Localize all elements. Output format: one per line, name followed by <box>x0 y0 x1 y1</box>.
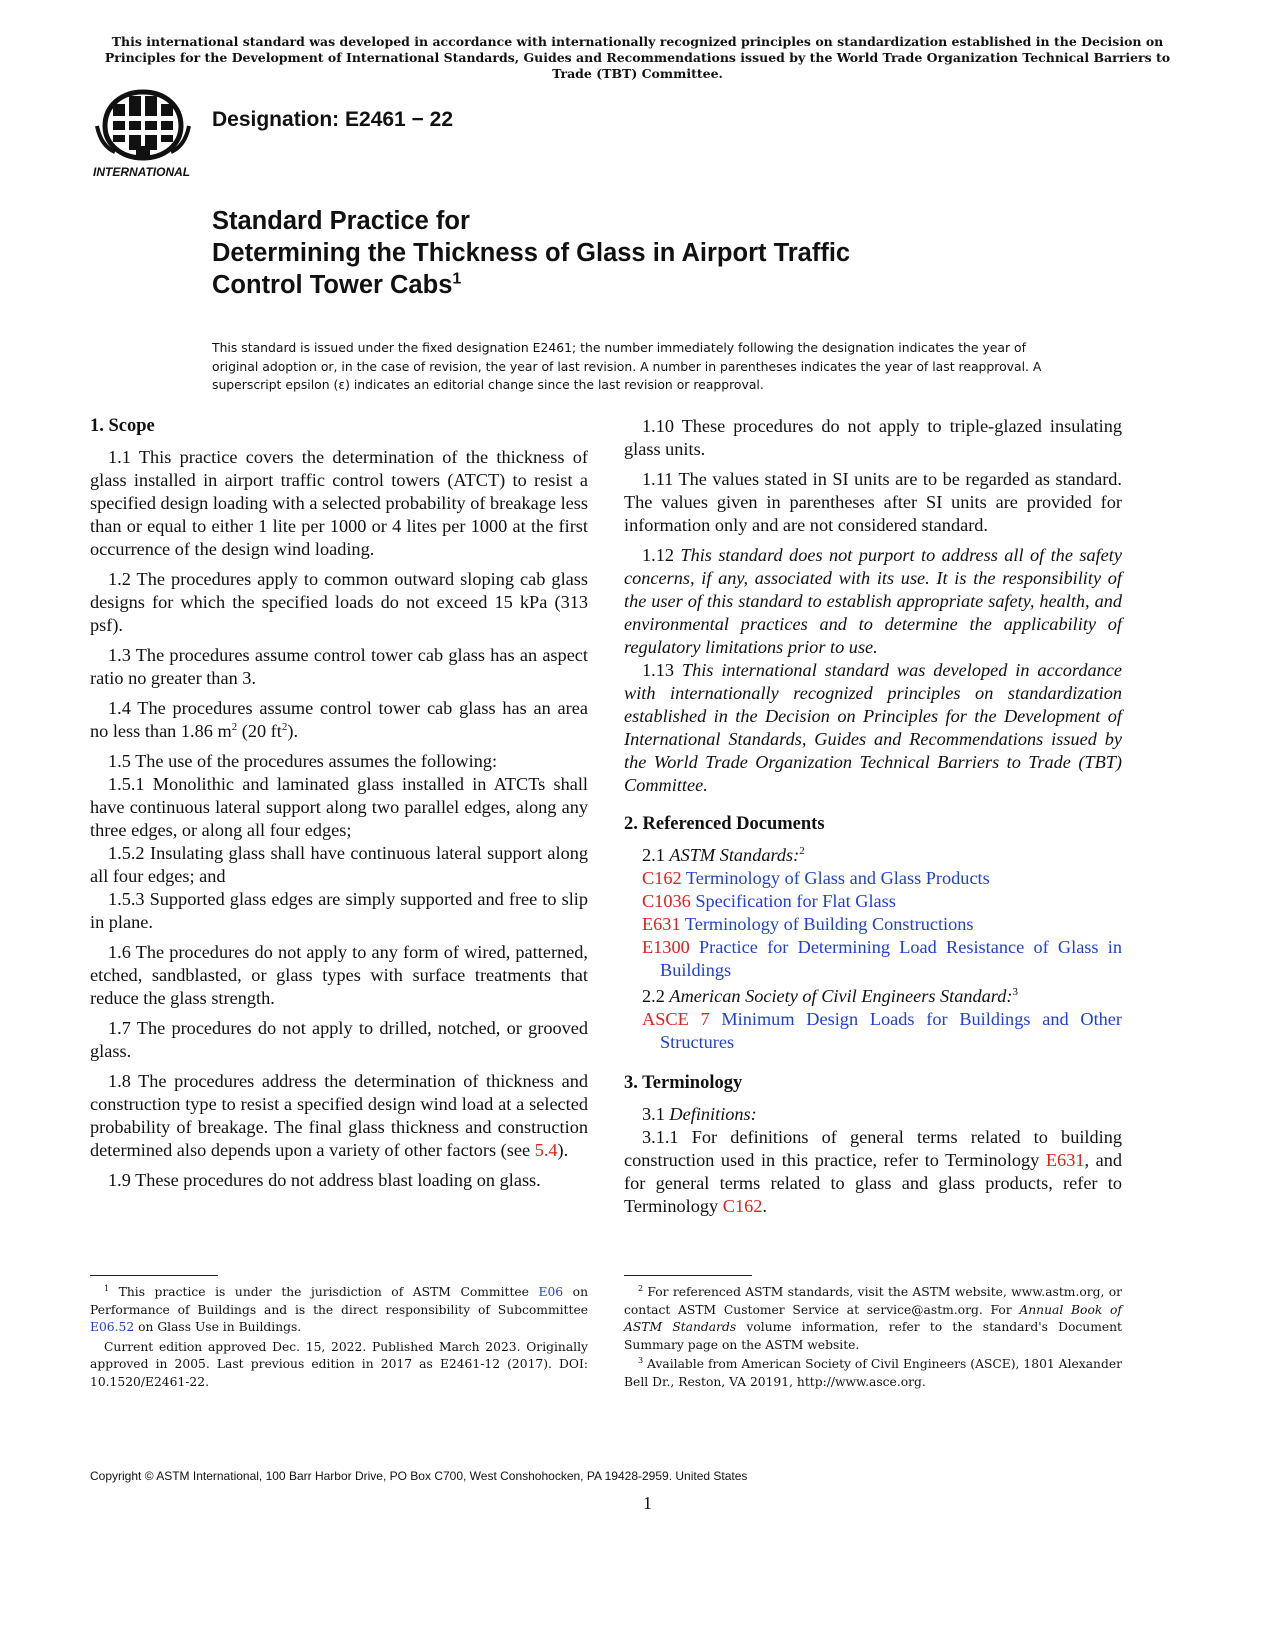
page-number: 1 <box>643 1493 652 1513</box>
para-1-3: 1.3 The procedures assume control tower cab glass has an aspect ratio no greater than 3. <box>90 645 588 688</box>
designation: Designation: E2461 − 22 <box>212 108 454 131</box>
asce-reference-list <box>624 1008 1122 1054</box>
footnote-2-italic: Annual Book of ASTM Standards <box>624 1302 1122 1334</box>
para-3-1-text: Definitions: <box>669 1104 757 1124</box>
para-1-2: 1.2 The procedures apply to common outward sloping cab glass designs for which the specified loads do not exceed 15 kPa (313 psf). <box>90 569 588 635</box>
reference-title[interactable]: Minimum Design Loads for Buildings and Other Structures <box>660 1009 1122 1052</box>
reference-code[interactable]: C1036 <box>642 891 691 911</box>
para-1-8-text: ). <box>557 1140 569 1160</box>
para-1-12-text: This standard does not purport to address all of the safety concerns, if any, associated with its use. It is the responsibility of the user of this standard to establish appropriate safety, health, and environmental practices and to determine the applicability of regulatory limitations prior to use. <box>624 545 1122 657</box>
para-1-1: 1.1 This practice covers the determination of the thickness of glass installed in airport traffic control towers (ATCT) to resist a specified design loading with a selected probability of breakage less than or equal to either 1 lite per 1000 or 4 lites per 1000 at the first occurrence of the design wind loading. <box>90 447 589 559</box>
link-c162[interactable]: C162 <box>722 1196 763 1216</box>
reference-item[interactable] <box>642 867 1122 890</box>
para-1-13-num: 1.13 <box>642 660 682 680</box>
reference-code[interactable]: E1300 <box>642 937 690 957</box>
reference-code[interactable]: ASCE 7 <box>642 1009 710 1029</box>
footnote-1-text: This practice is under the jurisdiction of ASTM Committee <box>109 1285 539 1299</box>
footnote-mark: 2 <box>799 844 805 857</box>
para-2-2-num: 2.2 <box>642 986 670 1006</box>
para-1-9: 1.9 These procedures do not address blast loading on glass. <box>108 1170 541 1190</box>
para-2-1 <box>624 844 1122 867</box>
para-1-12-num: 1.12 <box>642 545 681 565</box>
title-line-2: Determining the Thickness of Glass in Airport Traffic <box>212 239 851 267</box>
astm-international-logo <box>93 86 193 178</box>
copyright: Copyright © ASTM International, 100 Barr Harbor Drive, PO Box C700, West Conshohocken, PA 19428-2959. United States <box>90 1469 748 1483</box>
reference-code[interactable]: E631 <box>642 914 681 934</box>
para-3-1 <box>624 1103 1122 1126</box>
para-1-4-sup: 2 <box>231 720 238 733</box>
para-1-4-text: (20 ft <box>237 721 282 741</box>
reference-item[interactable] <box>642 890 1122 913</box>
reference-item[interactable] <box>642 913 1122 936</box>
para-2-1-num: 2.1 <box>642 845 670 865</box>
reference-title[interactable]: Terminology of Glass and Glass Products <box>681 868 990 888</box>
reference-title[interactable]: Specification for Flat Glass <box>690 891 896 911</box>
link-committee-e06[interactable]: E06 <box>538 1285 564 1299</box>
para-1-13 <box>624 659 1122 797</box>
para-1-5-1: 1.5.1 Monolithic and laminated glass installed in ATCTs shall have continuous lateral support along two parallel edges, along any three edges, or along all four edges; <box>90 774 588 840</box>
para-2-2-text: American Society of Civil Engineers Standard: <box>669 986 1013 1006</box>
footnotes-left <box>90 1284 588 1393</box>
right-column <box>624 415 1122 1225</box>
astm-logo-mark <box>97 92 189 158</box>
para-1-6: 1.6 The procedures do not apply to any form of wired, patterned, etched, sandblasted, or glass types with surface treatments that reduce the glass strength. <box>90 942 588 1008</box>
para-1-13-text: This international standard was developed in accordance with internationally recognized principles on standardization established in the Decision on Principles for the Development of International Standards, Guides and Recommendations issued by the World Trade Organization Technical Barriers to Trade (TBT) Committee. <box>624 660 1122 795</box>
reference-title[interactable]: Terminology of Building Constructions <box>680 914 974 934</box>
para-1-4-sup: 2 <box>281 720 288 733</box>
footnote-mark: 3 <box>1012 985 1018 998</box>
para-1-5-2: 1.5.2 Insulating glass shall have continuous lateral support along all four edges; and <box>90 843 588 886</box>
footnote-3 <box>624 1356 1122 1391</box>
astm-reference-list <box>624 867 1122 982</box>
para-1-11: 1.11 The values stated in SI units are to be regarded as standard. The values given in parentheses after SI units are provided for information only and are not considered standard. <box>624 469 1122 535</box>
footnote-mark: 1 <box>104 1283 110 1293</box>
para-3-1-1 <box>624 1126 1122 1218</box>
footnote-1-text: on Glass Use in Buildings. <box>134 1320 302 1334</box>
reference-title[interactable]: Practice for Determining Load Resistance of Glass in Buildings <box>660 937 1122 980</box>
para-1-4 <box>90 697 588 743</box>
para-2-2 <box>624 985 1122 1008</box>
reference-item[interactable] <box>642 1008 1122 1054</box>
footnote-3-text: Available from American Society of Civil Engineers (ASCE), 1801 Alexander Bell Dr., Reston, VA 20191, http://www.asce.org. <box>624 1357 1122 1389</box>
link-subcommittee-e06-52[interactable]: E06.52 <box>90 1320 135 1334</box>
title-footnote-mark: 1 <box>452 270 462 288</box>
footnote-1-text: on Performance of Buildings and is the direct responsibility of Subcommittee <box>90 1285 588 1317</box>
footnote-rule-right <box>624 1275 752 1276</box>
para-1-10: 1.10 These procedures do not apply to triple-glazed insulating glass units. <box>624 416 1122 459</box>
title-line-1: Standard Practice for <box>212 207 470 235</box>
para-3-1-1-text: 3.1.1 For definitions of general terms related to building construction used in this practice, refer to Terminology <box>624 1127 1122 1170</box>
footnote-2 <box>624 1284 1122 1354</box>
wto-notice: This international standard was developed in accordance with internationally recognized principles on standardization established in the Decision on Principles for the Development of International Standards, Guides and Recommendations issued by the World Trade Organization Technical Barriers to Trade (TBT) Committee. <box>104 34 1171 81</box>
footnote-mark: 2 <box>638 1283 644 1293</box>
section-heading-terminology: 3. Terminology <box>624 1073 743 1093</box>
para-1-4-text: ). <box>287 721 299 741</box>
link-e631[interactable]: E631 <box>1045 1150 1085 1170</box>
issued-note: This standard is issued under the fixed designation E2461; the number immediately following the designation indicates the year of original adoption or, in the case of revision, the year of last revision. A number in parentheses indicates the year of last reapproval. A superscript epsilon (ε) indicates an editorial change since the last revision or reapproval. <box>212 340 1042 392</box>
para-3-1-1-text: , and for general terms related to glass and glass products, refer to Terminology <box>624 1150 1122 1216</box>
para-2-1-text: ASTM Standards: <box>669 845 800 865</box>
footnote-1-edition: Current edition approved Dec. 15, 2022. Published March 2023. Originally approved in 2005. Last previous edition in 2017 as E2461-12 (2017). DOI: 10.1520/E2461-22. <box>90 1339 588 1389</box>
para-3-1-1-text: . <box>762 1196 767 1216</box>
logo-text: INTERNATIONAL <box>93 165 191 178</box>
footnote-mark: 3 <box>638 1355 644 1365</box>
footnote-rule-left <box>90 1275 218 1276</box>
para-1-8-text: 1.8 The procedures address the determination of thickness and construction type to resist a specified design wind load at a selected probability of breakage. The final glass thickness and construction determined also depends upon a variety of other factors (see <box>90 1071 588 1160</box>
reference-item[interactable] <box>642 936 1122 982</box>
para-1-5-3: 1.5.3 Supported glass edges are simply supported and free to slip in plane. <box>90 889 588 932</box>
para-1-5: 1.5 The use of the procedures assumes the following: <box>108 751 498 771</box>
left-column <box>90 415 588 1199</box>
para-1-7: 1.7 The procedures do not apply to drilled, notched, or grooved glass. <box>90 1018 588 1061</box>
para-1-8 <box>90 1070 588 1162</box>
footnote-2-text: volume information, refer to the standard's Document Summary page on the ASTM website. <box>624 1320 1122 1352</box>
title-line-3 <box>212 269 1012 301</box>
document-title <box>212 205 1012 301</box>
title-line-3-text: Control Tower Cabs <box>212 271 453 299</box>
section-heading-scope: 1. Scope <box>90 416 155 436</box>
para-1-4-text: 1.4 The procedures assume control tower cab glass has an area no less than 1.86 m <box>90 698 588 741</box>
footnote-1 <box>90 1284 588 1337</box>
reference-code[interactable]: C162 <box>642 868 682 888</box>
section-heading-referenced-documents: 2. Referenced Documents <box>624 814 825 834</box>
para-3-1-num: 3.1 <box>642 1104 670 1124</box>
footnotes-right <box>624 1284 1122 1393</box>
para-1-12 <box>624 544 1122 659</box>
link-section-5-4[interactable]: 5.4 <box>534 1140 558 1160</box>
footnote-2-text: For referenced ASTM standards, visit the ASTM website, www.astm.org, or contact ASTM Customer Service at service@astm.org. For <box>624 1285 1122 1317</box>
